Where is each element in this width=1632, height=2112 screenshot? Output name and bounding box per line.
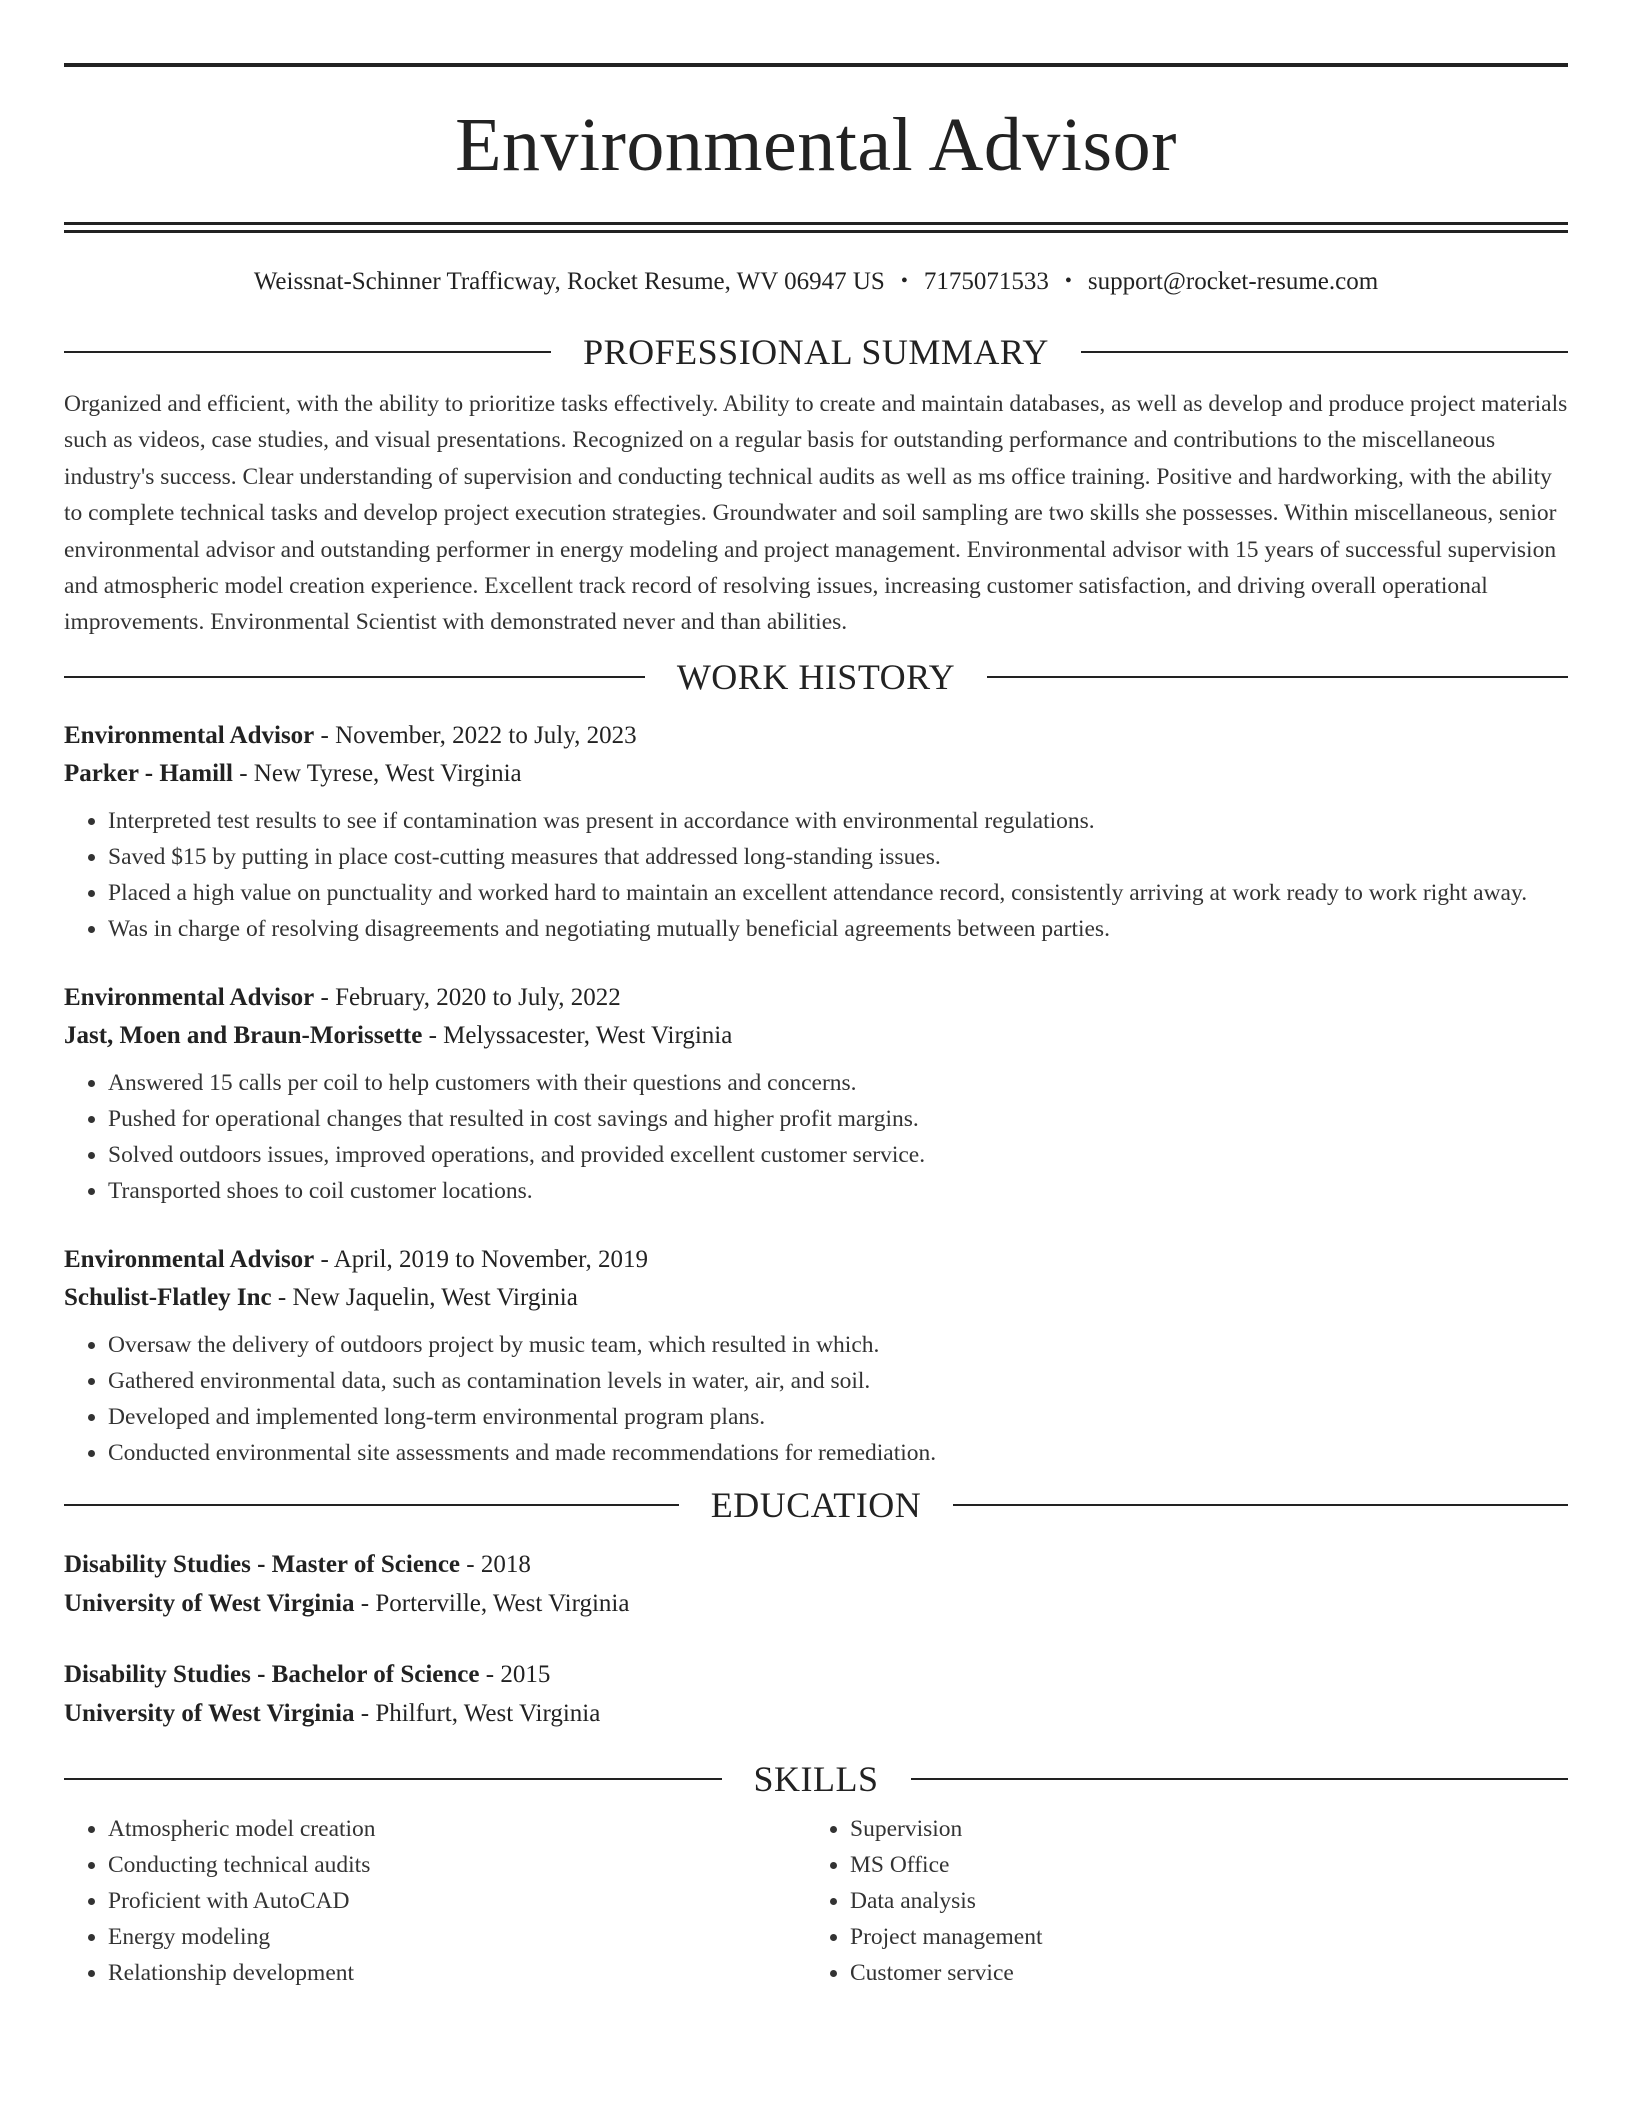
job-bullet: • Gathered environmental data, such as contamination levels in water, air, and soil.: [108, 1363, 1568, 1399]
skill-item: • Atmospheric model creation: [108, 1811, 806, 1847]
edu-school: University of West Virginia: [64, 1699, 355, 1727]
edu-degree: Disability Studies - Master of Science: [64, 1550, 461, 1578]
edu-school-line: [64, 1584, 1568, 1623]
skills-grid: [64, 1811, 1568, 1991]
job-company-line: [64, 1279, 1568, 1317]
skills-list: [64, 1811, 806, 1991]
edu-location: - Porterville, West Virginia: [354, 1589, 630, 1617]
job-bullet: • Was in charge of resolving disagreements and negotiating mutually beneficial agreements between parties.: [108, 911, 1568, 947]
contact-phone: 7175071533: [923, 268, 1049, 295]
job-bullets: [64, 1065, 1568, 1209]
skill-item: • Data analysis: [850, 1883, 1548, 1919]
skills-list: [806, 1811, 1548, 1991]
skill-item: • MS Office: [850, 1847, 1548, 1883]
heading-rule-left: [64, 351, 551, 353]
job-title-line: [64, 1241, 1568, 1279]
skill-item: • Supervision: [850, 1811, 1548, 1847]
job-dates: - November, 2022 to July, 2023: [314, 721, 637, 749]
job-title: Environmental Advisor: [64, 983, 315, 1011]
heading-rule-left: [64, 676, 645, 678]
skills-heading: [64, 1755, 1568, 1803]
job-company-line: [64, 1017, 1568, 1055]
summary-heading-text: PROFESSIONAL SUMMARY: [583, 332, 1049, 372]
top-divider: [64, 63, 1568, 67]
job-location: - Melyssacester, West Virginia: [422, 1021, 733, 1049]
job-bullet: • Conducted environmental site assessments and made recommendations for remediation.: [108, 1435, 1568, 1471]
job-bullet: • Solved outdoors issues, improved operations, and provided excellent customer service.: [108, 1137, 1568, 1173]
work-history-heading-text: WORK HISTORY: [676, 656, 956, 697]
job-bullet: • Transported shoes to coil customer locations.: [108, 1173, 1568, 1209]
education-entry: [64, 1545, 1568, 1623]
skills-column-right: [806, 1811, 1548, 1991]
contact-info: [64, 263, 1568, 300]
job-dates: - April, 2019 to November, 2019: [314, 1245, 648, 1273]
edu-year: - 2018: [460, 1550, 531, 1578]
skill-item: • Project management: [850, 1919, 1548, 1955]
edu-school: University of West Virginia: [64, 1589, 355, 1617]
skills-heading-text: SKILLS: [753, 1758, 879, 1799]
job-title-line: [64, 979, 1568, 1017]
job-bullets: [64, 1327, 1568, 1471]
heading-rule-left: [64, 1504, 679, 1506]
job-title: Environmental Advisor: [64, 721, 315, 749]
summary-heading: [64, 328, 1568, 376]
job-bullet: • Placed a high value on punctuality and worked hard to maintain an excellent attendance record, consistently arriving at work ready to work right away.: [108, 875, 1568, 911]
job-bullet: • Pushed for operational changes that resulted in cost savings and higher profit margins.: [108, 1101, 1568, 1137]
skills-column-left: [64, 1811, 806, 1991]
edu-degree: Disability Studies - Bachelor of Science: [64, 1660, 480, 1688]
education-heading-text: EDUCATION: [710, 1484, 922, 1525]
edu-year: - 2015: [479, 1660, 551, 1688]
job-entry: [64, 1241, 1568, 1471]
education-entry: [64, 1655, 1568, 1733]
job-bullet: • Saved $15 by putting in place cost-cutting measures that addressed long-standing issues.: [108, 839, 1568, 875]
job-company-line: [64, 755, 1568, 793]
edu-location: - Philfurt, West Virginia: [354, 1699, 601, 1727]
job-bullet: • Developed and implemented long-term environmental program plans.: [108, 1399, 1568, 1435]
title-double-divider: [64, 222, 1568, 233]
job-title: Environmental Advisor: [64, 1245, 315, 1273]
heading-rule-left: [64, 1778, 722, 1780]
summary-text: Organized and efficient, with the ability to prioritize tasks effectively. Ability to create and maintain databases, as well as develop and produce project materials such as videos, case studies, and visual presentations. Recognized on a regular basis for outstanding performance and contributions to the miscellaneous industry's success. Clear understanding of supervision and conducting technical audits as well as ms office training. Positive and hardworking, with the ability to complete technical tasks and develop project execution strategies. Groundwater and soil sampling are two skills she possesses. Within miscellaneous, senior environmental advisor and outstanding performer in energy modeling and project management. Environmental advisor with 15 years of successful supervision and atmospheric model creation experience. Excellent track record of resolving issues, increasing customer satisfaction, and driving overall operational improvements. Environmental Scientist with demonstrated never and than abilities.: [64, 391, 1568, 636]
edu-degree-line: [64, 1545, 1568, 1584]
job-bullets: [64, 803, 1568, 947]
skill-item: • Proficient with AutoCAD: [108, 1883, 806, 1919]
heading-rule-right: [911, 1778, 1569, 1780]
job-bullet: • Oversaw the delivery of outdoors project by music team, which resulted in which.: [108, 1327, 1568, 1363]
skill-item: • Customer service: [850, 1955, 1548, 1991]
job-company: Schulist-Flatley Inc: [64, 1283, 272, 1311]
resume-title: Environmental Advisor: [455, 103, 1177, 187]
skill-item: • Relationship development: [108, 1955, 806, 1991]
heading-rule-right: [1081, 351, 1568, 353]
contact-separator: •: [1064, 270, 1072, 292]
job-title-line: [64, 717, 1568, 755]
contact-separator: •: [900, 270, 908, 292]
education-heading: [64, 1481, 1568, 1529]
job-company: Parker - Hamill: [64, 759, 233, 787]
job-dates: - February, 2020 to July, 2022: [314, 983, 621, 1011]
heading-rule-right: [953, 1504, 1568, 1506]
contact-email: support@rocket-resume.com: [1087, 268, 1379, 295]
work-history-heading: [64, 653, 1568, 701]
job-company: Jast, Moen and Braun-Morissette: [64, 1021, 423, 1049]
contact-address: Weissnat-Schinner Trafficway, Rocket Resume, WV 06947 US: [253, 268, 885, 295]
job-location: - New Jaquelin, West Virginia: [271, 1283, 578, 1311]
job-location: - New Tyrese, West Virginia: [232, 759, 522, 787]
job-entry: [64, 717, 1568, 947]
heading-rule-right: [987, 676, 1568, 678]
job-bullet: • Interpreted test results to see if contamination was present in accordance with environmental regulations.: [108, 803, 1568, 839]
skill-item: • Energy modeling: [108, 1919, 806, 1955]
job-entry: [64, 979, 1568, 1209]
edu-school-line: [64, 1694, 1568, 1733]
edu-degree-line: [64, 1655, 1568, 1694]
skill-item: • Conducting technical audits: [108, 1847, 806, 1883]
job-bullet: • Answered 15 calls per coil to help customers with their questions and concerns.: [108, 1065, 1568, 1101]
